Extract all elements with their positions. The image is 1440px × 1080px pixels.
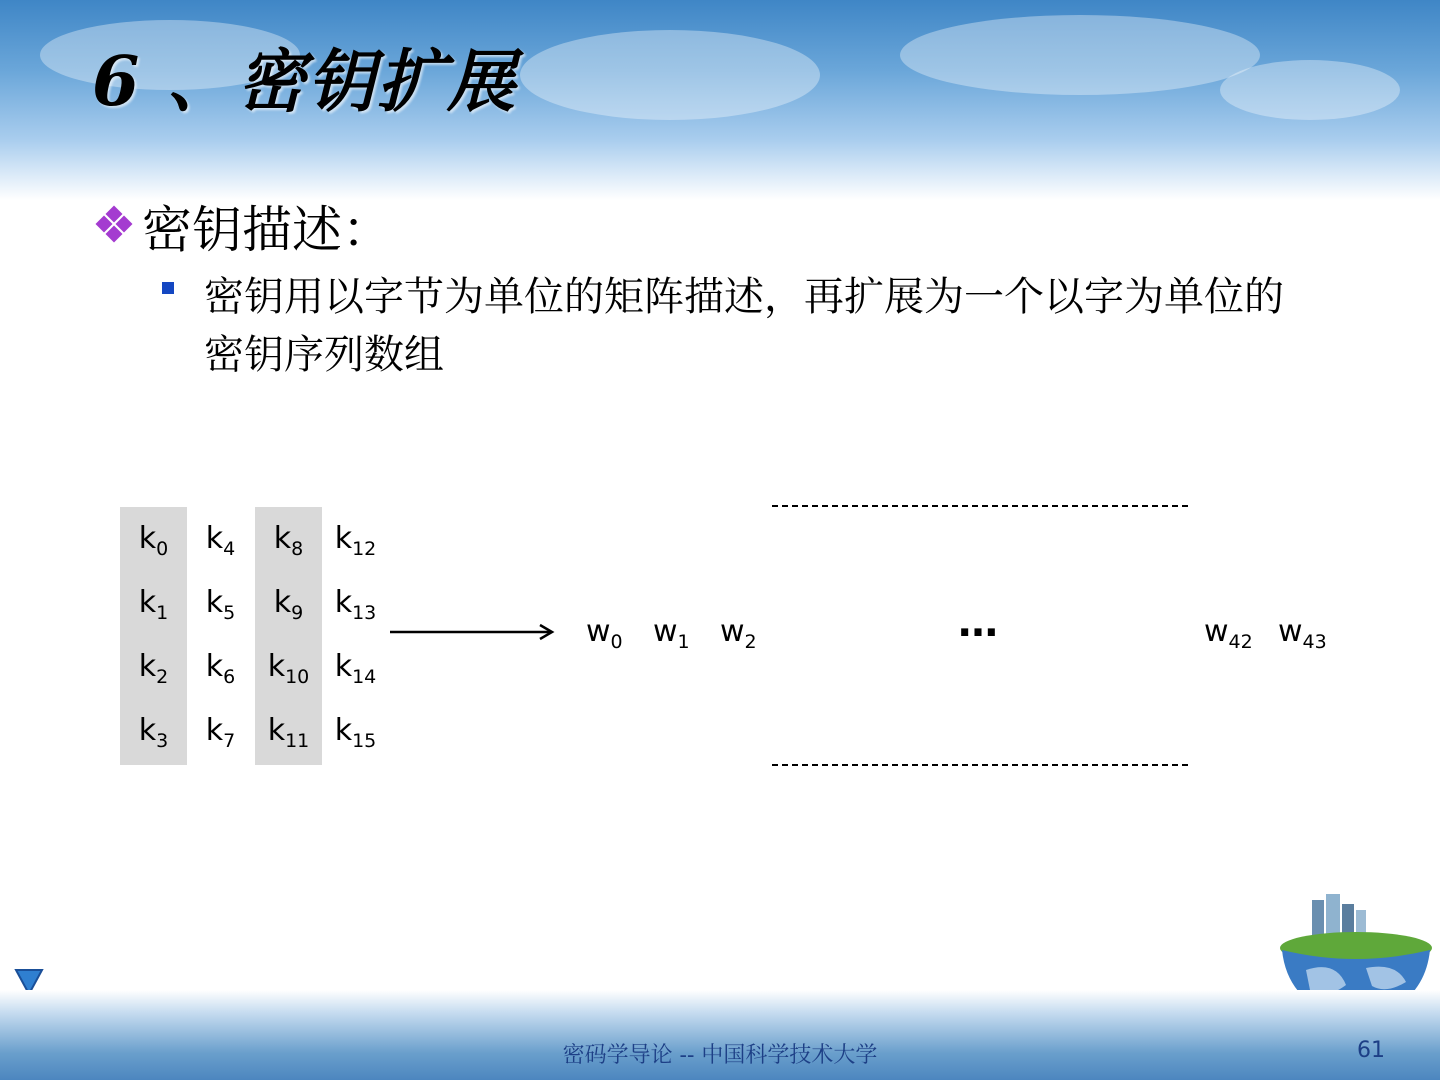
word-w0: $w_0$: [586, 614, 623, 653]
bullet-level2: [162, 268, 1322, 384]
matrix-cell: $k_{11}$: [267, 713, 310, 752]
matrix-cell: $k_{10}$: [267, 649, 310, 688]
map-continent-shape: [900, 15, 1260, 95]
matrix-column-0: [120, 507, 187, 765]
dashed-line-bottom: [772, 764, 1188, 766]
matrix-cell: $k_{12}$: [334, 521, 377, 560]
matrix-cell: $k_6$: [205, 649, 236, 688]
diamond-cluster-icon: [92, 204, 136, 248]
expansion-arrow-icon: [390, 622, 560, 642]
matrix-column-2: [255, 507, 322, 765]
matrix-cell: $k_8$: [273, 521, 304, 560]
matrix-cell: $k_{14}$: [334, 649, 377, 688]
slide-title: 6 、密钥扩展: [92, 42, 517, 122]
word-w2: $w_2$: [720, 614, 757, 653]
footer-text: 密码学导论 -- 中国科学技术大学: [562, 1043, 878, 1068]
matrix-cell: $k_9$: [273, 585, 304, 624]
matrix-column-3: [322, 507, 389, 765]
matrix-column-1: [187, 507, 254, 765]
matrix-cell: $k_1$: [138, 585, 169, 624]
word-ellipsis: …: [958, 600, 998, 646]
word-w42: $w_{42}$: [1204, 614, 1253, 653]
matrix-cell: $k_0$: [138, 521, 169, 560]
page-number: 61: [1357, 1038, 1385, 1063]
matrix-cell: $k_7$: [205, 713, 236, 752]
word-w1: $w_1$: [653, 614, 690, 653]
matrix-cell: $k_3$: [138, 713, 169, 752]
square-bullet-icon: [162, 282, 174, 294]
matrix-cell: $k_{13}$: [334, 585, 377, 624]
matrix-cell: $k_2$: [138, 649, 169, 688]
matrix-cell: $k_4$: [205, 521, 236, 560]
map-continent-shape: [520, 30, 820, 120]
matrix-cell: $k_{15}$: [334, 713, 377, 752]
bullet-level2-text: 密钥用以字节为单位的矩阵描述，再扩展为一个以字为单位的密钥序列数组: [204, 274, 1284, 378]
bullet-level1: [92, 190, 392, 262]
matrix-cell: $k_5$: [205, 585, 236, 624]
dashed-line-top: [772, 505, 1188, 507]
word-w43: $w_{43}$: [1278, 614, 1327, 653]
bullet-level1-text: 密钥描述：: [142, 201, 392, 259]
map-continent-shape: [1220, 60, 1400, 120]
